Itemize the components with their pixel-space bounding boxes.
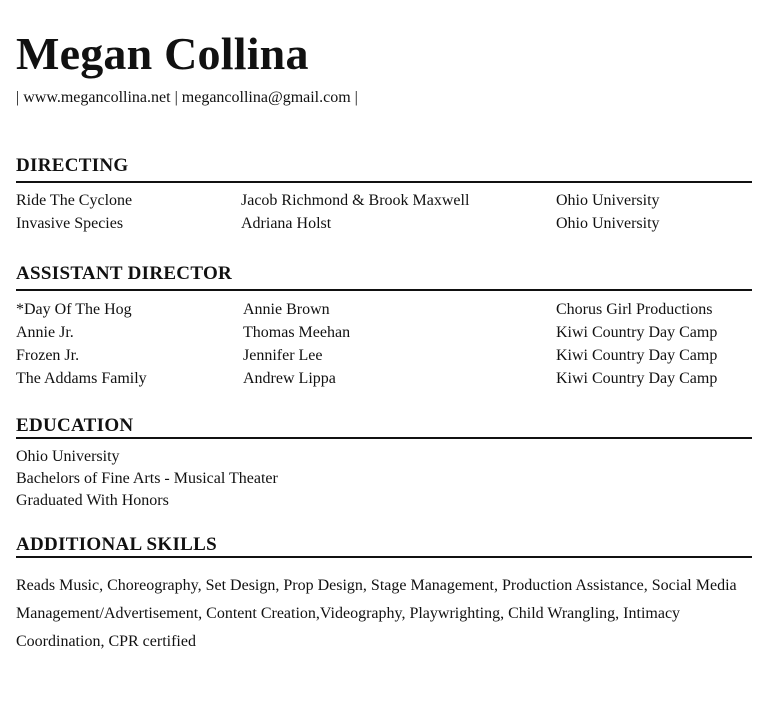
credit-venue: Chorus Girl Productions <box>556 301 713 318</box>
education-honors: Graduated With Honors <box>16 492 169 509</box>
credit-venue: Ohio University <box>556 215 660 232</box>
resume-name: Megan Collina <box>16 28 309 79</box>
credit-show: The Addams Family <box>16 370 147 387</box>
section-divider <box>16 181 752 183</box>
skills-paragraph: Reads Music, Choreography, Set Design, Prop Design, Stage Management, Production Assistance, Social Media Management/Advertisement, Content Creation,Videography, Playwrighting, Child Wrangling, Intimacy Coordination, CPR certified <box>16 577 737 650</box>
credit-venue: Kiwi Country Day Camp <box>556 370 718 387</box>
section-title-directing: DIRECTING <box>16 155 129 176</box>
credit-creator: Thomas Meehan <box>243 324 351 341</box>
section-divider <box>16 289 752 291</box>
section-title-education: EDUCATION <box>16 415 134 436</box>
credit-creator: Jennifer Lee <box>243 347 323 364</box>
credit-venue: Ohio University <box>556 192 660 209</box>
section-title-assistant-director: ASSISTANT DIRECTOR <box>16 263 233 284</box>
section-divider <box>16 437 752 439</box>
credit-venue: Kiwi Country Day Camp <box>556 347 718 364</box>
section-divider <box>16 556 752 558</box>
credit-row <box>16 345 752 367</box>
credit-show: Ride The Cyclone <box>16 192 133 209</box>
credit-creator: Jacob Richmond & Brook Maxwell <box>241 192 470 209</box>
credit-creator: Annie Brown <box>243 301 330 318</box>
education-degree: Bachelors of Fine Arts - Musical Theater <box>16 470 278 487</box>
credit-row <box>16 322 752 344</box>
credit-show: Annie Jr. <box>16 324 74 341</box>
education-school: Ohio University <box>16 448 120 465</box>
credit-row <box>16 299 752 321</box>
section-title-additional-skills: ADDITIONAL SKILLS <box>16 534 217 555</box>
credit-row <box>16 190 752 212</box>
contact-line: | www.megancollina.net | megancollina@gmail.com | <box>16 89 358 106</box>
credit-show: Frozen Jr. <box>16 347 80 364</box>
credit-creator: Adriana Holst <box>241 215 332 232</box>
credit-show: *Day Of The Hog <box>16 301 132 318</box>
credit-row <box>16 213 752 235</box>
credit-row <box>16 368 752 390</box>
credit-venue: Kiwi Country Day Camp <box>556 324 718 341</box>
credit-show: Invasive Species <box>16 215 124 232</box>
credit-creator: Andrew Lippa <box>243 370 336 387</box>
